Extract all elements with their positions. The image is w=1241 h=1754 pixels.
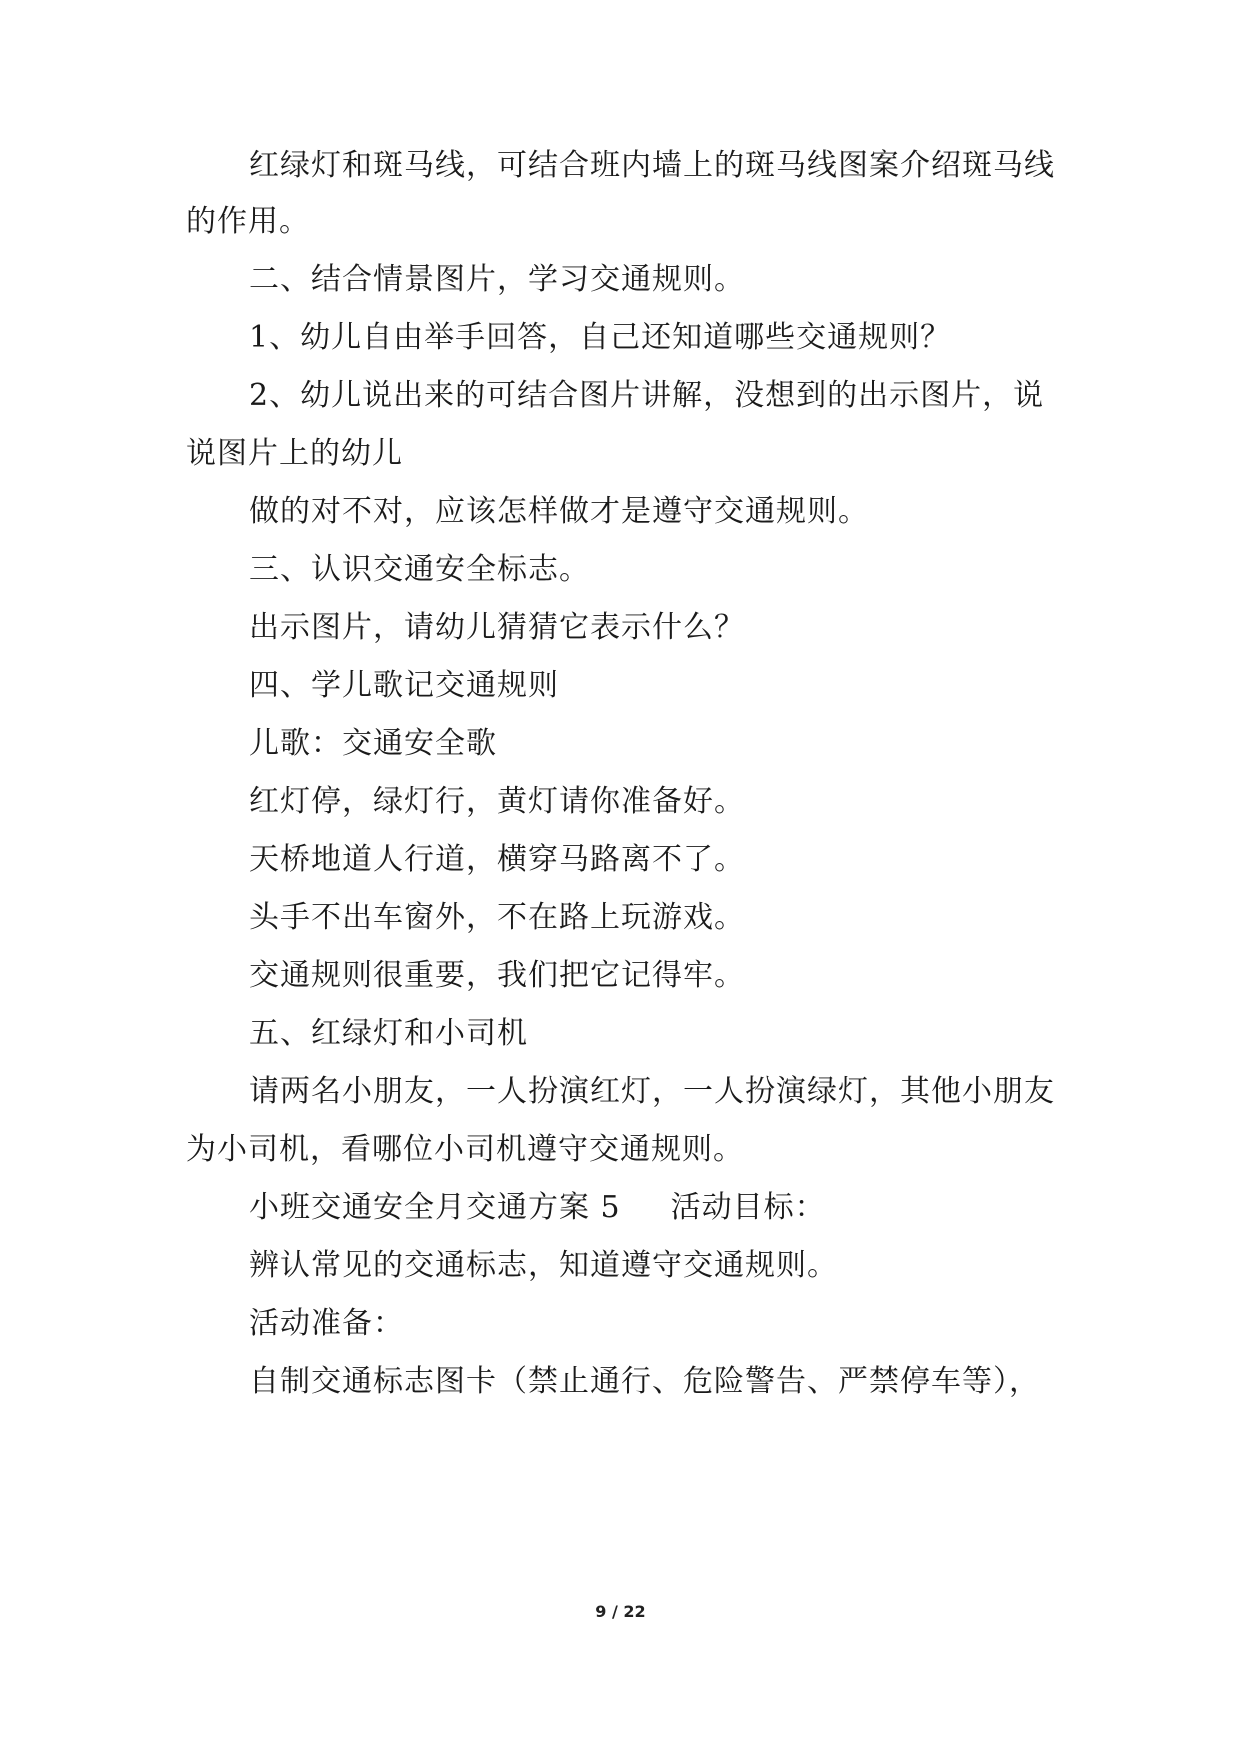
text-line: 活动准备：: [249, 1306, 404, 1341]
text-line: 儿歌：交通安全歌: [249, 726, 497, 761]
activity-goal-label: 活动目标：: [670, 1190, 826, 1225]
text-line: 的作用。: [186, 204, 310, 239]
text-line: 红绿灯和斑马线，可结合班内墙上的斑马线图案介绍斑马线: [249, 148, 1055, 183]
section-heading: 三、认识交通安全标志。: [249, 552, 590, 587]
text-line: 2、幼儿说出来的可结合图片讲解，没想到的出示图片，说: [249, 378, 1045, 413]
rhyme-line: 天桥地道人行道，横穿马路离不了。: [249, 842, 745, 877]
text-line: [249, 1188, 826, 1228]
text-line: 自制交通标志图卡（禁止通行、危险警告、严禁停车等），: [249, 1364, 1040, 1399]
rhyme-line: 红灯停，绿灯行，黄灯请你准备好。: [249, 784, 745, 819]
plan-title: 小班交通安全月交通方案 5: [249, 1190, 621, 1225]
text-line: 说图片上的幼儿: [186, 436, 403, 471]
text-line: 1、幼儿自由举手回答，自己还知道哪些交通规则？: [249, 320, 952, 355]
rhyme-line: 交通规则很重要，我们把它记得牢。: [249, 958, 745, 993]
text-line: 为小司机，看哪位小司机遵守交通规则。: [186, 1132, 744, 1167]
section-heading: 五、红绿灯和小司机: [249, 1016, 528, 1051]
section-heading: 二、结合情景图片，学习交通规则。: [249, 262, 745, 297]
section-heading: 四、学儿歌记交通规则: [249, 668, 559, 703]
text-line: 出示图片，请幼儿猜猜它表示什么？: [249, 610, 745, 645]
text-line: 辨认常见的交通标志，知道遵守交通规则。: [249, 1248, 838, 1283]
rhyme-line: 头手不出车窗外，不在路上玩游戏。: [249, 900, 745, 935]
text-line: 请两名小朋友，一人扮演红灯，一人扮演绿灯，其他小朋友: [249, 1074, 1055, 1109]
page-number: 9 / 22: [595, 1602, 646, 1621]
text-line: 做的对不对，应该怎样做才是遵守交通规则。: [249, 494, 869, 529]
